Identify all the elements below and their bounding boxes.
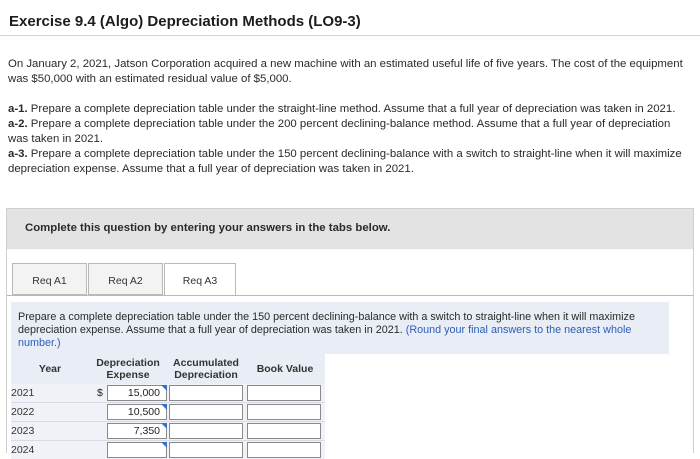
depreciation-cell	[89, 384, 167, 403]
book-value-input[interactable]	[247, 423, 321, 439]
accumulated-cell	[167, 384, 245, 403]
exercise-title: Exercise 9.4 (Algo) Depreciation Methods (LO9-3)	[0, 0, 700, 36]
accumulated-cell	[167, 441, 245, 459]
depreciation-table	[11, 354, 325, 459]
book-value-input[interactable]	[247, 404, 321, 420]
requirement-a1	[8, 102, 692, 117]
depreciation-cell	[89, 422, 167, 441]
book-value-input[interactable]	[247, 385, 321, 401]
requirement-label: a-3.	[8, 148, 28, 160]
table-row	[11, 422, 325, 441]
rounding-note: (Round your final answers to the nearest whole number.)	[18, 324, 631, 349]
table-header-row	[11, 354, 325, 384]
accumulated-input[interactable]	[169, 423, 243, 439]
accumulated-input[interactable]	[169, 404, 243, 420]
instruction-text: Prepare a complete depreciation table under the 150 percent declining-balance with a switch to straight-line when it will maximize depreciation expense. Assume that a full year of depreciation was taken in 2021.	[18, 311, 635, 336]
requirement-text: Prepare a complete depreciation table under the 200 percent declining-balance method. Assume that a full year of depreciation was taken in 2021.	[8, 118, 670, 145]
tab-req-a1[interactable]: Req A1	[12, 263, 87, 295]
instructions-banner: Complete this question by entering your answers in the tabs below.	[7, 209, 693, 249]
book-value-cell	[245, 441, 325, 459]
header-book-value: Book Value	[245, 354, 325, 384]
tab-req-a3[interactable]: Req A3	[164, 263, 236, 297]
table-row	[11, 403, 325, 422]
tab-req-a2[interactable]: Req A2	[88, 263, 163, 295]
question-panel	[6, 208, 694, 453]
year-cell: 2021	[11, 384, 89, 403]
tab-content	[7, 295, 693, 455]
table-row	[11, 441, 325, 459]
accumulated-cell	[167, 422, 245, 441]
requirement-a3	[8, 147, 692, 177]
book-value-cell	[245, 384, 325, 403]
depreciation-input[interactable]	[107, 442, 167, 458]
depreciation-input[interactable]: 7,350	[107, 423, 167, 439]
requirement-tabs	[7, 250, 693, 296]
tab-instructions	[11, 302, 669, 354]
book-value-input[interactable]	[247, 442, 321, 458]
requirement-label: a-2.	[8, 118, 28, 130]
requirement-text: Prepare a complete depreciation table under the 150 percent declining-balance with a switch to straight-line when it will maximize depreciation expense. Assume that a full year of depreciation was taken in 2021.	[8, 148, 682, 175]
requirement-text: Prepare a complete depreciation table under the straight-line method. Assume that a full year of depreciation was taken in 2021.	[28, 103, 676, 115]
header-year: Year	[11, 354, 89, 384]
header-depreciation-expense: Depreciation Expense	[89, 354, 167, 384]
table-row	[11, 384, 325, 403]
depreciation-cell	[89, 441, 167, 459]
accumulated-input[interactable]	[169, 442, 243, 458]
year-cell: 2022	[11, 403, 89, 422]
problem-intro: On January 2, 2021, Jatson Corporation acquired a new machine with an estimated useful life of five years. The cost of the equipment was $50,000 with an estimated residual value of $5,000.	[8, 57, 688, 87]
book-value-cell	[245, 403, 325, 422]
book-value-cell	[245, 422, 325, 441]
year-cell: 2023	[11, 422, 89, 441]
depreciation-input[interactable]: 15,000	[107, 385, 167, 401]
accumulated-input[interactable]	[169, 385, 243, 401]
depreciation-cell	[89, 403, 167, 422]
accumulated-cell	[167, 403, 245, 422]
depreciation-input[interactable]: 10,500	[107, 404, 167, 420]
requirements-list	[8, 102, 692, 177]
requirement-label: a-1.	[8, 103, 28, 115]
currency-symbol: $	[97, 387, 103, 399]
year-cell: 2024	[11, 441, 89, 459]
requirement-a2	[8, 117, 692, 147]
header-accumulated-depreciation: Accumulated Depreciation	[167, 354, 245, 384]
